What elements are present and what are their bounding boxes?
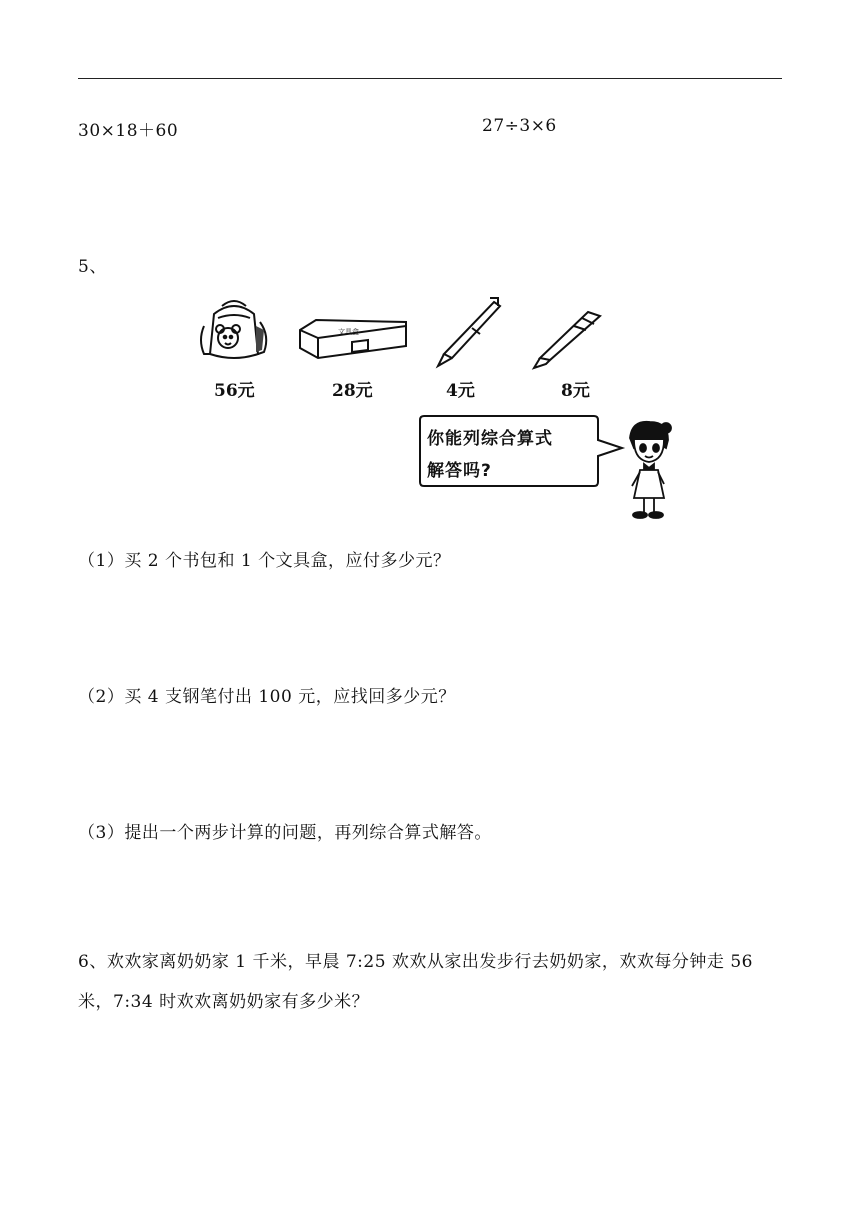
girl-character-icon bbox=[620, 418, 676, 522]
question-5-3: （3）提出一个两步计算的问题，再列综合算式解答。 bbox=[78, 823, 492, 843]
ballpoint-pen-icon bbox=[432, 296, 506, 370]
expression-2: 27÷3×6 bbox=[482, 116, 557, 136]
question-5-1: （1）买 2 个书包和 1 个文具盒，应付多少元？ bbox=[78, 551, 451, 571]
fountain-pen-price: 8元 bbox=[561, 381, 590, 401]
problem-6-text: 6、欢欢家离奶奶家 1 千米，早晨 7:25 欢欢从家出发步行去奶奶家，欢欢每分钟走 56 米，7:34 时欢欢离奶奶家有多少米？ bbox=[78, 952, 753, 1012]
top-divider bbox=[78, 78, 782, 79]
speech-line-1: 你能列综合算式 bbox=[427, 429, 553, 449]
question-5-2: （2）买 4 支钢笔付出 100 元，应找回多少元？ bbox=[78, 687, 456, 707]
pencil-box-price: 28元 bbox=[332, 381, 373, 401]
speech-line-2: 解答吗? bbox=[427, 461, 492, 481]
pencil-box-icon bbox=[296, 318, 410, 362]
problem-5-number: 5、 bbox=[78, 257, 107, 277]
ballpoint-pen-price: 4元 bbox=[446, 381, 475, 401]
backpack-icon bbox=[194, 296, 274, 364]
pencil-box-label: 文具盒 bbox=[338, 328, 359, 336]
expression-1: 30×18＋60 bbox=[78, 121, 179, 141]
backpack-price: 56元 bbox=[214, 381, 255, 401]
fountain-pen-icon bbox=[530, 308, 606, 372]
